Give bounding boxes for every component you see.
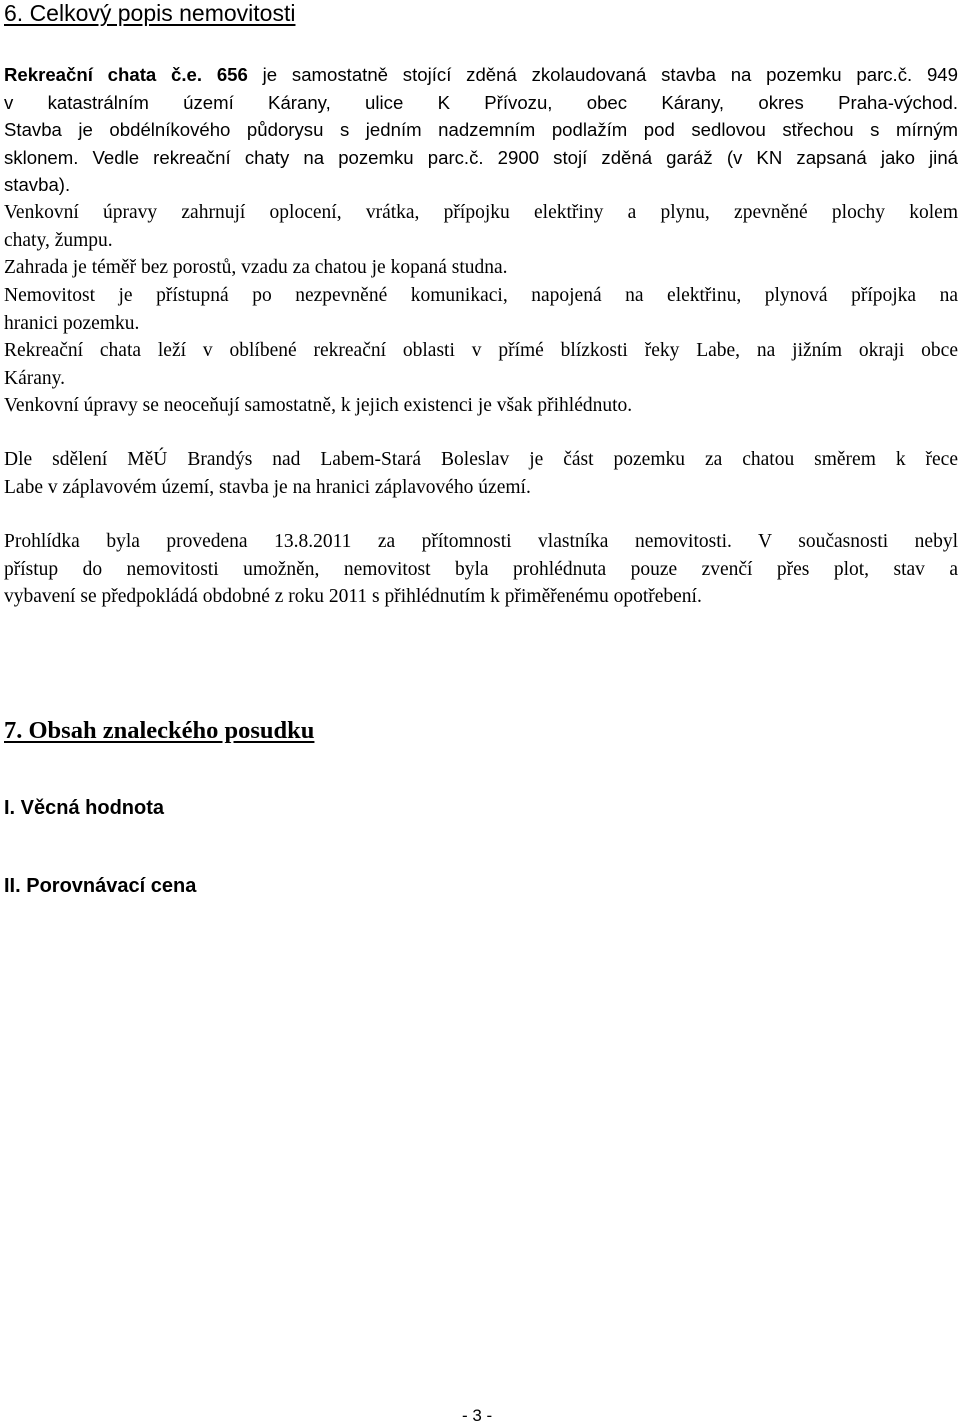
section-7-heading: 7. Obsah znaleckého posudku <box>4 717 315 744</box>
access-paragraph <box>4 282 958 337</box>
access-line-1: Nemovitost je přístupná po nezpevněné komunikaci, napojená na elektřinu, plynová přípojka na <box>4 285 958 306</box>
flood-note-line-1: Dle sdělení MěÚ Brandýs nad Labem-Stará Boleslav je část pozemku za chatou směrem k řece <box>4 449 958 470</box>
location-line-2: Kárany. <box>4 367 65 389</box>
description-line-1 <box>4 61 958 89</box>
garden-line-1: Zahrada je téměř bez porostů, vzadu za chatou je kopaná studna. <box>4 257 508 278</box>
description-line-3: Stavba je obdélníkového půdorysu s jedním nadzemním podlažím pod sedlovou střechou s mírným <box>4 119 958 141</box>
description-line-4: sklonem. Vedle rekreační chaty na pozemku parc.č. 2900 stojí zděná garáž (v KN zapsaná jako jiná <box>4 146 958 168</box>
description-paragraph <box>4 61 958 199</box>
page-number: - 3 - <box>462 1406 493 1425</box>
section-6-heading: 6. Celkový popis nemovitosti <box>4 0 296 26</box>
property-name: Rekreační chata č.e. 656 <box>4 64 248 85</box>
location-paragraph <box>4 337 958 392</box>
inspection-paragraph <box>4 528 958 611</box>
intro-rest: je samostatně stojící zděná zkolaudovaná stavba na pozemku parc.č. 949 <box>247 64 958 85</box>
subsection-vecna-hodnota: I. Věcná hodnota <box>4 797 165 819</box>
valuation-note-line-1: Venkovní úpravy se neoceňují samostatně, k jejich existenci je však přihlédnuto. <box>4 395 633 416</box>
inspection-line-3: vybavení se předpokládá obdobné z roku 2011 s přihlédnutím k přiměřenému opotřebení. <box>4 586 702 608</box>
location-line-1: Rekreační chata leží v oblíbené rekreační oblasti v přímé blízkosti řeky Labe, na jižním okraji obce <box>4 340 958 361</box>
inspection-line-1: Prohlídka byla provedena 13.8.2011 za přítomnosti vlastníka nemovitosti. V současnosti nebyl <box>4 531 958 552</box>
description-line-5: stavba). <box>4 174 71 196</box>
valuation-note-paragraph <box>4 392 958 420</box>
exterior-line-1: Venkovní úpravy zahrnují oplocení, vrátka, přípojku elektřiny a plynu, zpevněné plochy kolem <box>4 202 958 223</box>
flood-note-paragraph <box>4 446 958 501</box>
inspection-line-2: přístup do nemovitosti umožněn, nemovitost byla prohlédnuta pouze zvenčí přes plot, stav a <box>4 558 958 580</box>
access-line-2: hranici pozemku. <box>4 312 140 334</box>
flood-note-line-2: Labe v záplavovém území, stavba je na hranici záplavového území. <box>4 476 531 498</box>
description-line-2: v katastrálním území Kárany, ulice K Přívozu, obec Kárany, okres Praha-východ. <box>4 91 958 113</box>
subsection-porovnavaci-cena: II. Porovnávací cena <box>4 875 197 897</box>
exterior-paragraph <box>4 199 958 254</box>
garden-paragraph <box>4 254 958 282</box>
exterior-line-2: chaty, žumpu. <box>4 229 113 251</box>
